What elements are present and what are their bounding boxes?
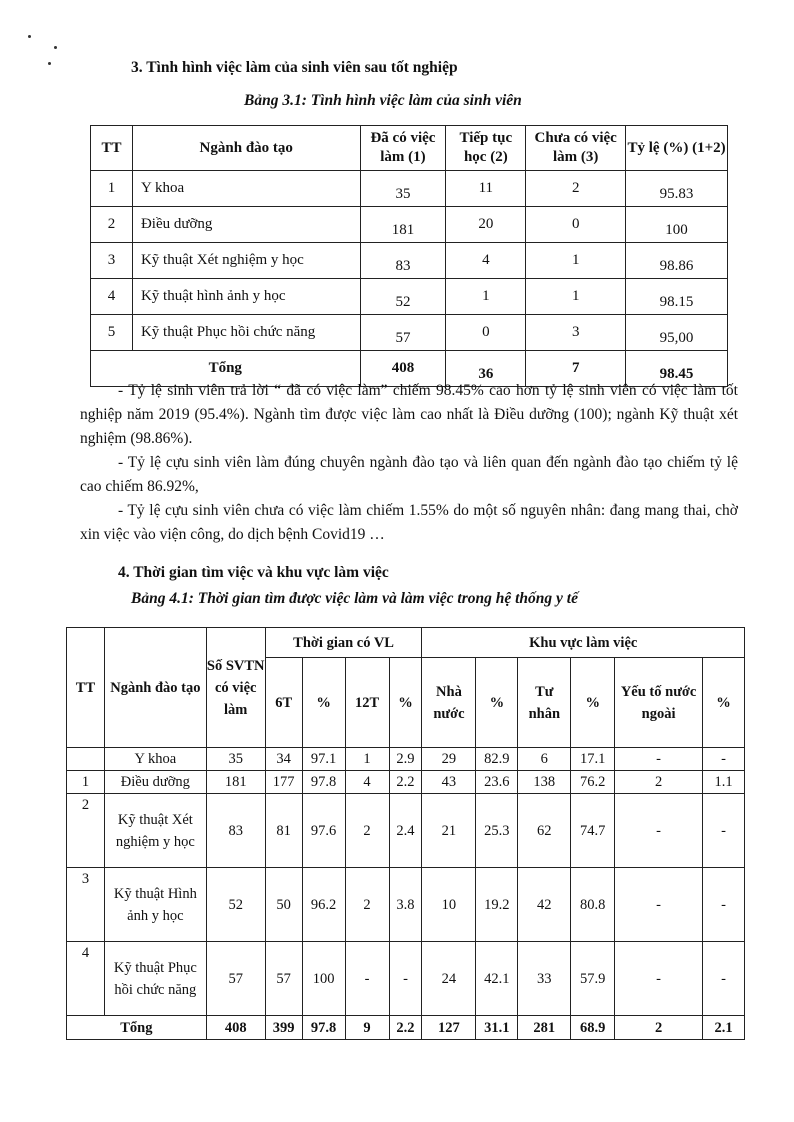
body-text <box>80 379 738 547</box>
table-cell: - <box>389 942 422 1016</box>
table-cell: 3.8 <box>389 868 422 942</box>
table-cell: 43 <box>422 771 476 794</box>
table-cell: 1 <box>345 748 389 771</box>
table-cell: 2 <box>67 794 105 868</box>
header-cell: Ngành đào tạo <box>132 126 360 171</box>
table-cell: 281 <box>518 1016 571 1040</box>
table-cell: 9 <box>345 1016 389 1040</box>
table-cell: 127 <box>422 1016 476 1040</box>
scan-speck <box>28 35 31 38</box>
table-cell: 177 <box>265 771 302 794</box>
table-cell: 4 <box>67 942 105 1016</box>
table-cell: 0 <box>446 315 526 351</box>
table-cell: 2 <box>91 207 133 243</box>
table2-caption: Bảng 4.1: Thời gian tìm được việc làm và làm việc trong hệ thống y tế <box>131 590 578 607</box>
table-cell: 42.1 <box>476 942 518 1016</box>
table-cell: 97.8 <box>302 771 345 794</box>
table-header-row <box>91 126 728 171</box>
table-cell: Điều dưỡng <box>104 771 206 794</box>
table-cell: 98.86 <box>626 243 728 279</box>
table-cell: 408 <box>206 1016 265 1040</box>
table-cell: 25.3 <box>476 794 518 868</box>
table-cell: 35 <box>360 171 446 207</box>
table-cell: Điều dưỡng <box>132 207 360 243</box>
table-cell: 6 <box>518 748 571 771</box>
table-cell: 57 <box>206 942 265 1016</box>
table-cell: 34 <box>265 748 302 771</box>
table-cell: 35 <box>206 748 265 771</box>
table-cell: - <box>703 748 745 771</box>
section-heading-4: 4. Thời gian tìm việc và khu vực làm việc <box>118 564 389 581</box>
header-cell: Đã có việc làm (1) <box>360 126 446 171</box>
header-cell: Thời gian có VL <box>265 628 422 658</box>
table-cell: Kỹ thuật Phục hồi chức năng <box>132 315 360 351</box>
table-cell: Kỹ thuật Xét nghiệm y học <box>132 243 360 279</box>
table-cell: 2.1 <box>703 1016 745 1040</box>
table-cell: 2 <box>526 171 626 207</box>
table-row <box>67 868 745 942</box>
table-cell: 95,00 <box>626 315 728 351</box>
table1-caption: Bảng 3.1: Tình hình việc làm của sinh viên <box>244 92 522 109</box>
table-cell: - <box>615 942 703 1016</box>
table-cell: 2.4 <box>389 794 422 868</box>
header-cell: 12T <box>345 658 389 748</box>
table-row <box>67 771 745 794</box>
table-cell: 181 <box>360 207 446 243</box>
table-header-row <box>67 628 745 658</box>
table-cell: 2.9 <box>389 748 422 771</box>
header-cell: % <box>703 658 745 748</box>
table-cell: 3 <box>91 243 133 279</box>
table-cell: 57 <box>265 942 302 1016</box>
table-cell: Y khoa <box>104 748 206 771</box>
table-cell: 4 <box>446 243 526 279</box>
table-cell: 100 <box>302 942 345 1016</box>
employment-table <box>90 125 728 387</box>
table-cell: - <box>615 868 703 942</box>
table-cell: 1 <box>67 771 105 794</box>
table-cell: - <box>703 942 745 1016</box>
table-cell: 4 <box>345 771 389 794</box>
table-cell: 1 <box>526 279 626 315</box>
header-cell: Tư nhân <box>518 658 571 748</box>
table-cell: Kỹ thuật Phục hồi chức năng <box>104 942 206 1016</box>
table-cell: 2.2 <box>389 1016 422 1040</box>
header-cell: % <box>476 658 518 748</box>
table-row <box>67 794 745 868</box>
table-cell: 4 <box>91 279 133 315</box>
header-cell: Ngành đào tạo <box>104 628 206 748</box>
header-cell: Khu vực làm việc <box>422 628 745 658</box>
table-cell: 1 <box>446 279 526 315</box>
table-cell: 1 <box>91 171 133 207</box>
header-cell: Yếu tố nước ngoài <box>615 658 703 748</box>
table-cell: 81 <box>265 794 302 868</box>
table-row <box>91 207 728 243</box>
header-cell: TT <box>91 126 133 171</box>
table-row <box>91 171 728 207</box>
table-cell: 399 <box>265 1016 302 1040</box>
table-cell: 3 <box>526 315 626 351</box>
table-cell: 2.2 <box>389 771 422 794</box>
paragraph: - Tỷ lệ sinh viên trả lời “ đã có việc làm” chiếm 98.45% cao hơn tỷ lệ sinh viên có việc làm tốt nghiệp năm 2019 (95.4%). Ngành tìm được việc làm cao nhất là Điều dưỡng (100); ngành Kỹ thuật xét nghiệm (98.86%). <box>80 382 738 447</box>
job-search-table <box>66 627 745 1040</box>
table-row <box>67 942 745 1016</box>
table-cell: 82.9 <box>476 748 518 771</box>
table-cell: 80.8 <box>571 868 615 942</box>
table-cell: 29 <box>422 748 476 771</box>
table-cell: 97.6 <box>302 794 345 868</box>
table-cell: Kỹ thuật Xét nghiệm y học <box>104 794 206 868</box>
table-cell: 52 <box>206 868 265 942</box>
header-cell: % <box>571 658 615 748</box>
total-label: Tổng <box>91 351 361 387</box>
scan-speck <box>48 62 51 65</box>
table-cell: 57.9 <box>571 942 615 1016</box>
table-cell: 0 <box>526 207 626 243</box>
table-cell: 100 <box>626 207 728 243</box>
table-cell: 10 <box>422 868 476 942</box>
header-cell: Nhà nước <box>422 658 476 748</box>
table-cell: 21 <box>422 794 476 868</box>
header-cell: % <box>389 658 422 748</box>
header-cell: Chưa có việc làm (3) <box>526 126 626 171</box>
header-cell: 6T <box>265 658 302 748</box>
table-cell: 24 <box>422 942 476 1016</box>
header-cell: TT <box>67 628 105 748</box>
table-row <box>91 315 728 351</box>
table-row <box>67 748 745 771</box>
header-cell: Tiếp tục học (2) <box>446 126 526 171</box>
table-cell: 50 <box>265 868 302 942</box>
table-cell: 42 <box>518 868 571 942</box>
table-cell: Kỹ thuật hình ảnh y học <box>132 279 360 315</box>
paragraph: - Tỷ lệ cựu sinh viên làm đúng chuyên ngành đào tạo và liên quan đến ngành đào tạo chiếm tỷ lệ cao chiếm 86.92%, <box>80 454 738 495</box>
table-cell: 52 <box>360 279 446 315</box>
table-cell: 1 <box>526 243 626 279</box>
table-cell: 57 <box>360 315 446 351</box>
table-total-row <box>67 1016 745 1040</box>
table-cell: 11 <box>446 171 526 207</box>
table-cell <box>67 748 105 771</box>
table-cell: 83 <box>206 794 265 868</box>
table-cell: 98.15 <box>626 279 728 315</box>
table-cell: 98.45 <box>626 351 728 387</box>
table-cell: 138 <box>518 771 571 794</box>
table-cell: - <box>615 748 703 771</box>
table-cell: 97.1 <box>302 748 345 771</box>
table-cell: 97.8 <box>302 1016 345 1040</box>
table-cell: - <box>345 942 389 1016</box>
table-cell: 3 <box>67 868 105 942</box>
table-cell: 74.7 <box>571 794 615 868</box>
table-cell: 181 <box>206 771 265 794</box>
scan-speck <box>54 46 57 49</box>
table-cell: 5 <box>91 315 133 351</box>
table-cell: 62 <box>518 794 571 868</box>
paragraph: - Tỷ lệ cựu sinh viên chưa có việc làm chiếm 1.55% do một số nguyên nhân: đang mang thai, chờ xin việc vào viện công, do dịch bệnh Covid19 … <box>80 502 738 543</box>
table-row <box>91 279 728 315</box>
table-row <box>91 243 728 279</box>
table-cell: 83 <box>360 243 446 279</box>
table-cell: 7 <box>526 351 626 387</box>
header-cell: Tỷ lệ (%) (1+2) <box>626 126 728 171</box>
table-cell: - <box>615 794 703 868</box>
table-cell: 2 <box>345 794 389 868</box>
table-cell: 17.1 <box>571 748 615 771</box>
table-cell: 33 <box>518 942 571 1016</box>
table-cell: 2 <box>345 868 389 942</box>
total-label: Tổng <box>67 1016 207 1040</box>
table-cell: 408 <box>360 351 446 387</box>
table-cell: 36 <box>446 351 526 387</box>
table-cell: 95.83 <box>626 171 728 207</box>
table-cell: 23.6 <box>476 771 518 794</box>
table-cell: - <box>703 868 745 942</box>
table-cell: 19.2 <box>476 868 518 942</box>
header-cell: Số SVTN có việc làm <box>206 628 265 748</box>
header-cell: % <box>302 658 345 748</box>
table-cell: 96.2 <box>302 868 345 942</box>
table-cell: Y khoa <box>132 171 360 207</box>
table-cell: 68.9 <box>571 1016 615 1040</box>
table-cell: 1.1 <box>703 771 745 794</box>
section-heading-3: 3. Tình hình việc làm của sinh viên sau tốt nghiệp <box>131 59 458 76</box>
table-cell: - <box>703 794 745 868</box>
table-cell: 31.1 <box>476 1016 518 1040</box>
table-cell: 76.2 <box>571 771 615 794</box>
table-cell: Kỹ thuật Hình ảnh y học <box>104 868 206 942</box>
table-cell: 20 <box>446 207 526 243</box>
table-cell: 2 <box>615 1016 703 1040</box>
table-cell: 2 <box>615 771 703 794</box>
